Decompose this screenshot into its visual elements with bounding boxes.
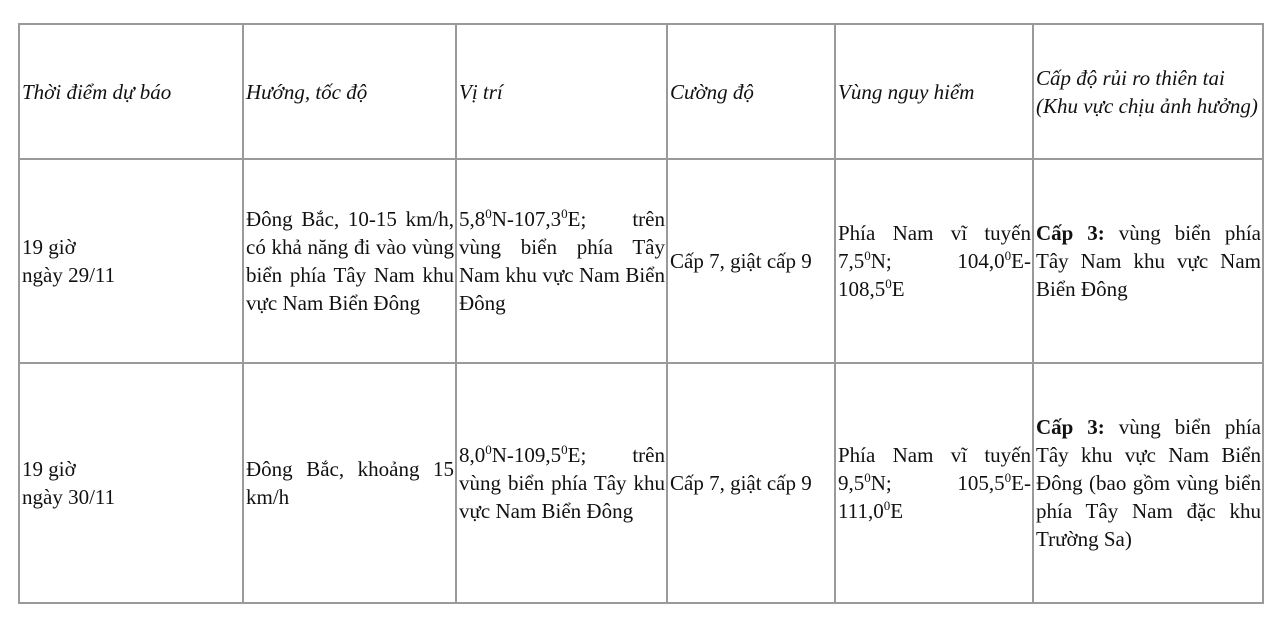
table-header-row	[19, 24, 1263, 159]
danger-zone-lon-start: N; 105,5	[870, 471, 1005, 495]
degree-mark: 0	[561, 206, 568, 221]
north-suffix: N	[491, 443, 507, 467]
danger-zone-latitude: Phía Nam vĩ tuyến 7,5	[838, 221, 1031, 273]
forecast-time-cell	[19, 159, 243, 363]
forecast-table-container	[18, 23, 1264, 604]
intensity-cell: Cấp 7, giật cấp 9	[667, 363, 835, 603]
forecast-time-date: ngày 29/11	[22, 263, 116, 287]
table-row	[19, 159, 1263, 363]
danger-zone-latitude: Phía Nam vĩ tuyến 9,5	[838, 443, 1031, 495]
position-cell	[456, 159, 667, 363]
degree-mark: 0	[1004, 470, 1012, 485]
position-description: E; trên vùng biển phía Tây khu vực Nam Biển Đông	[459, 443, 665, 523]
forecast-time-hour: 19 giờ	[22, 235, 76, 259]
risk-level-cell	[1033, 159, 1263, 363]
east-suffix: E	[890, 499, 904, 523]
north-suffix: N	[491, 207, 507, 231]
position-description: E; trên vùng biển phía Tây Nam khu vực Nam Biển Đông	[459, 207, 665, 315]
header-direction-speed: Hướng, tốc độ	[243, 24, 456, 159]
position-longitude: -109,5	[506, 443, 562, 467]
degree-mark: 0	[864, 470, 871, 485]
forecast-time-date: ngày 30/11	[22, 485, 116, 509]
degree-mark: 0	[885, 276, 892, 291]
position-cell	[456, 363, 667, 603]
position-longitude: -107,3	[506, 207, 562, 231]
danger-zone-lon-start: N; 104,0	[870, 249, 1005, 273]
danger-zone-cell	[835, 363, 1033, 603]
degree-mark: 0	[485, 206, 492, 221]
intensity-cell: Cấp 7, giật cấp 9	[667, 159, 835, 363]
header-forecast-time: Thời điểm dự báo	[19, 24, 243, 159]
degree-mark: 0	[561, 442, 568, 457]
degree-mark: 0	[883, 498, 891, 513]
header-intensity: Cường độ	[667, 24, 835, 159]
forecast-time-hour: 19 giờ	[22, 457, 76, 481]
risk-level-label: Cấp 3:	[1036, 221, 1105, 245]
risk-affected-area: vùng biển phía Tây khu vực Nam Biển Đông (bao gồm vùng biển phía Tây Nam đặc khu Trường Sa)	[1036, 415, 1262, 551]
header-risk-level: Cấp độ rủi ro thiên tai (Khu vực chịu ảnh hưởng)	[1033, 24, 1263, 159]
position-latitude: 8,0	[459, 443, 486, 467]
header-danger-zone: Vùng nguy hiểm	[835, 24, 1033, 159]
direction-speed-cell: Đông Bắc, 10-15 km/h, có khả năng đi vào vùng biển phía Tây Nam khu vực Nam Biển Đông	[243, 159, 456, 363]
forecast-table	[18, 23, 1264, 604]
danger-zone-lon-end: E-111,0	[838, 471, 1031, 523]
danger-zone-cell	[835, 159, 1033, 363]
risk-affected-area: vùng biển phía Tây Nam khu vực Nam Biển Đông	[1036, 221, 1262, 301]
danger-zone-lon-end: E-108,5	[838, 249, 1031, 301]
degree-mark: 0	[1004, 248, 1012, 263]
table-row	[19, 363, 1263, 603]
degree-mark: 0	[485, 442, 492, 457]
east-suffix: E	[891, 277, 905, 301]
header-position: Vị trí	[456, 24, 667, 159]
position-latitude: 5,8	[459, 207, 486, 231]
forecast-time-cell	[19, 363, 243, 603]
risk-level-cell	[1033, 363, 1263, 603]
degree-mark: 0	[864, 248, 871, 263]
direction-speed-cell: Đông Bắc, khoảng 15 km/h	[243, 363, 456, 603]
risk-level-label: Cấp 3:	[1036, 415, 1105, 439]
